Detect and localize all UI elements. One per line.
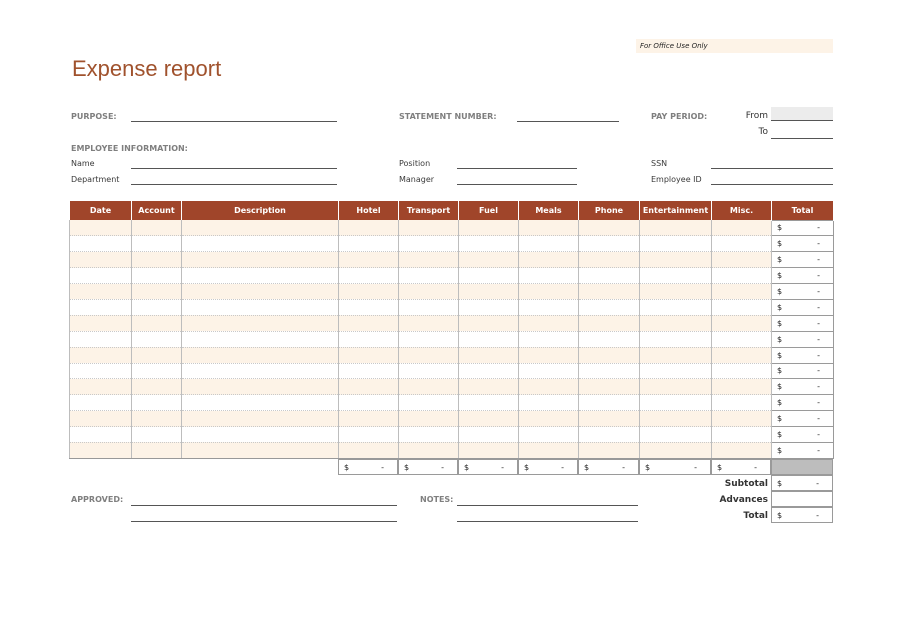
table-cell[interactable] bbox=[399, 427, 459, 443]
table-cell[interactable] bbox=[132, 411, 182, 427]
table-cell[interactable] bbox=[339, 299, 399, 315]
table-cell[interactable] bbox=[579, 379, 640, 395]
table-cell[interactable] bbox=[640, 284, 712, 300]
table-cell[interactable] bbox=[70, 284, 132, 300]
table-cell[interactable] bbox=[640, 363, 712, 379]
table-cell[interactable] bbox=[339, 315, 399, 331]
table-cell[interactable] bbox=[132, 427, 182, 443]
name-label: Name bbox=[71, 159, 95, 168]
amount-value: - bbox=[754, 463, 757, 472]
row-total-cell bbox=[772, 220, 834, 236]
table-cell[interactable] bbox=[132, 284, 182, 300]
currency-symbol: $ bbox=[584, 463, 590, 472]
table-cell[interactable] bbox=[399, 268, 459, 284]
table-cell[interactable] bbox=[640, 220, 712, 236]
amount-value: - bbox=[622, 463, 625, 472]
table-row bbox=[70, 252, 834, 268]
table-cell[interactable] bbox=[640, 299, 712, 315]
table-row bbox=[70, 379, 834, 395]
amount-value: - bbox=[817, 318, 820, 328]
column-header-entertainment: Entertainment bbox=[640, 201, 712, 220]
table-cell[interactable] bbox=[459, 299, 519, 315]
column-header-meals: Meals bbox=[519, 201, 579, 220]
table-body bbox=[70, 220, 834, 458]
table-cell[interactable] bbox=[339, 411, 399, 427]
table-cell[interactable] bbox=[339, 395, 399, 411]
table-cell[interactable] bbox=[459, 220, 519, 236]
manager-label: Manager bbox=[399, 175, 435, 184]
table-cell[interactable] bbox=[459, 331, 519, 347]
table-cell[interactable] bbox=[132, 299, 182, 315]
table-cell[interactable] bbox=[579, 395, 640, 411]
table-cell[interactable] bbox=[70, 347, 132, 363]
table-cell[interactable] bbox=[459, 379, 519, 395]
table-cell[interactable] bbox=[339, 268, 399, 284]
currency-symbol: $ bbox=[777, 287, 783, 296]
table-cell[interactable] bbox=[70, 379, 132, 395]
table-cell[interactable] bbox=[640, 411, 712, 427]
column-header-account: Account bbox=[132, 201, 182, 220]
table-cell[interactable] bbox=[519, 284, 579, 300]
table-cell[interactable] bbox=[182, 411, 339, 427]
grand-total-shaded-cell bbox=[771, 459, 833, 475]
table-cell[interactable] bbox=[132, 236, 182, 252]
row-total-cell bbox=[772, 331, 834, 347]
approved-field-1[interactable] bbox=[131, 505, 397, 506]
table-cell[interactable] bbox=[712, 395, 772, 411]
table-cell[interactable] bbox=[459, 284, 519, 300]
table-cell[interactable] bbox=[182, 331, 339, 347]
currency-symbol: $ bbox=[777, 271, 783, 281]
table-cell[interactable] bbox=[579, 299, 640, 315]
currency-symbol: $ bbox=[777, 414, 783, 424]
row-total-cell bbox=[772, 379, 834, 395]
table-header-row bbox=[70, 201, 834, 220]
table-cell[interactable] bbox=[339, 252, 399, 268]
table-cell[interactable] bbox=[579, 347, 640, 363]
office-use-box bbox=[636, 39, 833, 53]
table-cell[interactable] bbox=[579, 427, 640, 443]
table-cell[interactable] bbox=[132, 363, 182, 379]
table-cell[interactable] bbox=[579, 268, 640, 284]
table-cell[interactable] bbox=[459, 395, 519, 411]
ssn-field[interactable] bbox=[711, 168, 833, 169]
column-header-misc: Misc. bbox=[712, 201, 772, 220]
table-cell[interactable] bbox=[459, 315, 519, 331]
amount-value: - bbox=[816, 511, 819, 520]
amount-value: - bbox=[817, 414, 820, 424]
table-cell[interactable] bbox=[712, 331, 772, 347]
table-cell[interactable] bbox=[132, 395, 182, 411]
table-cell[interactable] bbox=[712, 299, 772, 315]
office-use-label: For Office Use Only bbox=[640, 42, 708, 50]
column-header-transport: Transport bbox=[399, 201, 459, 220]
page-title: Expense report bbox=[72, 56, 222, 81]
table-cell[interactable] bbox=[712, 268, 772, 284]
statement-number-label: STATEMENT NUMBER: bbox=[399, 112, 497, 121]
table-cell[interactable] bbox=[399, 284, 459, 300]
table-cell[interactable] bbox=[519, 442, 579, 458]
table-cell[interactable] bbox=[132, 315, 182, 331]
table-cell[interactable] bbox=[519, 427, 579, 443]
table-cell[interactable] bbox=[640, 236, 712, 252]
currency-symbol: $ bbox=[777, 255, 783, 265]
table-cell[interactable] bbox=[339, 442, 399, 458]
table-cell[interactable] bbox=[640, 427, 712, 443]
advances-field[interactable] bbox=[771, 491, 833, 507]
position-label: Position bbox=[399, 159, 431, 168]
table-cell[interactable] bbox=[182, 220, 339, 236]
table-cell[interactable] bbox=[339, 284, 399, 300]
table-row bbox=[70, 315, 834, 331]
table-cell[interactable] bbox=[339, 220, 399, 236]
table-cell[interactable] bbox=[182, 236, 339, 252]
table-cell[interactable] bbox=[459, 442, 519, 458]
table-cell[interactable] bbox=[70, 315, 132, 331]
notes-field-2[interactable] bbox=[457, 521, 638, 522]
name-field[interactable] bbox=[131, 168, 337, 169]
table-cell[interactable] bbox=[640, 252, 712, 268]
table-row bbox=[70, 299, 834, 315]
table-cell[interactable] bbox=[519, 299, 579, 315]
table-cell[interactable] bbox=[399, 299, 459, 315]
table-cell[interactable] bbox=[579, 220, 640, 236]
employee-id-label: Employee ID bbox=[651, 175, 702, 184]
table-cell[interactable] bbox=[712, 284, 772, 300]
row-total-cell bbox=[772, 315, 834, 331]
table-row bbox=[70, 363, 834, 379]
currency-symbol: $ bbox=[777, 334, 783, 344]
subtotal-label: Subtotal bbox=[724, 479, 768, 489]
column-header-date: Date bbox=[70, 201, 132, 220]
table-cell[interactable] bbox=[70, 331, 132, 347]
table-cell[interactable] bbox=[459, 236, 519, 252]
to-label: To bbox=[758, 127, 768, 137]
currency-symbol: $ bbox=[404, 463, 410, 472]
table-cell[interactable] bbox=[640, 268, 712, 284]
table-row bbox=[70, 268, 834, 284]
currency-symbol: $ bbox=[777, 445, 783, 455]
table-row bbox=[70, 220, 834, 236]
currency-symbol: $ bbox=[717, 463, 723, 472]
table-cell[interactable] bbox=[132, 220, 182, 236]
table-cell[interactable] bbox=[712, 379, 772, 395]
amount-value: - bbox=[817, 239, 820, 249]
table-cell[interactable] bbox=[132, 268, 182, 284]
amount-value: - bbox=[817, 287, 820, 296]
purpose-label: PURPOSE: bbox=[71, 112, 117, 121]
table-cell[interactable] bbox=[182, 315, 339, 331]
column-header-description: Description bbox=[182, 201, 339, 220]
column-total-cell bbox=[398, 459, 458, 475]
manager-field[interactable] bbox=[457, 184, 577, 185]
amount-value: - bbox=[817, 223, 820, 233]
table-cell[interactable] bbox=[519, 411, 579, 427]
ssn-label: SSN bbox=[651, 159, 668, 168]
currency-symbol: $ bbox=[524, 463, 530, 472]
to-field[interactable] bbox=[771, 138, 833, 139]
table-cell[interactable] bbox=[132, 252, 182, 268]
row-total-cell bbox=[772, 411, 834, 427]
amount-value: - bbox=[817, 302, 820, 312]
currency-symbol: $ bbox=[777, 382, 783, 392]
pay-period-label: PAY PERIOD: bbox=[651, 112, 708, 121]
amount-value: - bbox=[817, 366, 820, 376]
position-field[interactable] bbox=[457, 168, 577, 169]
approved-label: APPROVED: bbox=[71, 495, 124, 504]
table-cell[interactable] bbox=[712, 236, 772, 252]
table-cell[interactable] bbox=[640, 331, 712, 347]
table-cell[interactable] bbox=[712, 363, 772, 379]
table-cell[interactable] bbox=[712, 442, 772, 458]
row-total-cell bbox=[772, 268, 834, 284]
table-cell[interactable] bbox=[399, 331, 459, 347]
table-cell[interactable] bbox=[712, 411, 772, 427]
table-cell[interactable] bbox=[70, 427, 132, 443]
table-row bbox=[70, 284, 834, 300]
row-total-cell bbox=[772, 427, 834, 443]
column-total-cell bbox=[458, 459, 518, 475]
column-total-cell bbox=[578, 459, 639, 475]
row-total-cell bbox=[772, 395, 834, 411]
table-cell[interactable] bbox=[182, 363, 339, 379]
table-cell[interactable] bbox=[339, 347, 399, 363]
column-total-cell bbox=[518, 459, 578, 475]
department-label: Department bbox=[71, 175, 120, 184]
total-value bbox=[771, 507, 833, 523]
table-cell[interactable] bbox=[182, 299, 339, 315]
table-cell[interactable] bbox=[182, 347, 339, 363]
column-header-phone: Phone bbox=[579, 201, 640, 220]
row-total-cell bbox=[772, 252, 834, 268]
from-field[interactable] bbox=[771, 107, 833, 121]
table-row bbox=[70, 236, 834, 252]
table-cell[interactable] bbox=[640, 379, 712, 395]
currency-symbol: $ bbox=[777, 430, 783, 440]
table-row bbox=[70, 395, 834, 411]
employee-info-label: EMPLOYEE INFORMATION: bbox=[71, 144, 188, 153]
row-total-cell bbox=[772, 236, 834, 252]
currency-symbol: $ bbox=[777, 318, 783, 328]
table-cell[interactable] bbox=[519, 236, 579, 252]
table-cell[interactable] bbox=[712, 315, 772, 331]
table-cell[interactable] bbox=[579, 236, 640, 252]
table-cell[interactable] bbox=[519, 252, 579, 268]
table-cell[interactable] bbox=[182, 252, 339, 268]
row-total-cell bbox=[772, 347, 834, 363]
row-total-cell bbox=[772, 299, 834, 315]
row-total-cell bbox=[772, 363, 834, 379]
amount-value: - bbox=[817, 350, 820, 360]
table-cell[interactable] bbox=[399, 379, 459, 395]
employee-id-field[interactable] bbox=[711, 184, 833, 185]
column-header-total: Total bbox=[772, 201, 834, 220]
table-cell[interactable] bbox=[182, 268, 339, 284]
table-row bbox=[70, 331, 834, 347]
currency-symbol: $ bbox=[777, 398, 783, 408]
table-cell[interactable] bbox=[579, 442, 640, 458]
table-cell[interactable] bbox=[459, 427, 519, 443]
table-cell[interactable] bbox=[519, 268, 579, 284]
amount-value: - bbox=[817, 430, 820, 440]
table-cell[interactable] bbox=[519, 363, 579, 379]
table-cell[interactable] bbox=[132, 347, 182, 363]
table-cell[interactable] bbox=[339, 331, 399, 347]
table-cell[interactable] bbox=[519, 220, 579, 236]
column-header-hotel: Hotel bbox=[339, 201, 399, 220]
currency-symbol: $ bbox=[777, 239, 783, 249]
table-cell[interactable] bbox=[70, 236, 132, 252]
table-cell[interactable] bbox=[712, 427, 772, 443]
table-cell[interactable] bbox=[399, 411, 459, 427]
table-cell[interactable] bbox=[579, 363, 640, 379]
column-total-cell bbox=[711, 459, 771, 475]
table-cell[interactable] bbox=[132, 442, 182, 458]
table-cell[interactable] bbox=[640, 347, 712, 363]
row-total-cell bbox=[772, 442, 834, 458]
table-cell[interactable] bbox=[339, 427, 399, 443]
department-field[interactable] bbox=[131, 184, 337, 185]
amount-value: - bbox=[817, 271, 820, 281]
table-row bbox=[70, 411, 834, 427]
currency-symbol: $ bbox=[777, 366, 783, 376]
table-cell[interactable] bbox=[579, 411, 640, 427]
table-cell[interactable] bbox=[339, 363, 399, 379]
table-cell[interactable] bbox=[519, 331, 579, 347]
statement-number-field[interactable] bbox=[517, 121, 619, 122]
table-cell[interactable] bbox=[182, 442, 339, 458]
table-cell[interactable] bbox=[70, 299, 132, 315]
column-header-fuel: Fuel bbox=[459, 201, 519, 220]
table-cell[interactable] bbox=[70, 252, 132, 268]
table-cell[interactable] bbox=[579, 315, 640, 331]
table-cell[interactable] bbox=[459, 363, 519, 379]
table-cell[interactable] bbox=[459, 347, 519, 363]
amount-value: - bbox=[694, 463, 697, 472]
table-cell[interactable] bbox=[712, 252, 772, 268]
table-cell[interactable] bbox=[132, 379, 182, 395]
approved-field-2[interactable] bbox=[131, 521, 397, 522]
table-cell[interactable] bbox=[640, 315, 712, 331]
table-cell[interactable] bbox=[459, 268, 519, 284]
amount-value: - bbox=[816, 479, 819, 488]
table-cell[interactable] bbox=[519, 395, 579, 411]
table-cell[interactable] bbox=[519, 347, 579, 363]
currency-symbol: $ bbox=[777, 223, 783, 233]
table-cell[interactable] bbox=[459, 411, 519, 427]
table-cell[interactable] bbox=[579, 331, 640, 347]
column-total-cell bbox=[639, 459, 711, 475]
table-cell[interactable] bbox=[579, 252, 640, 268]
notes-label: NOTES: bbox=[420, 495, 454, 504]
column-total-cell bbox=[338, 459, 398, 475]
amount-value: - bbox=[501, 463, 504, 472]
from-label: From bbox=[745, 111, 768, 121]
table-cell[interactable] bbox=[182, 284, 339, 300]
currency-symbol: $ bbox=[344, 463, 350, 472]
amount-value: - bbox=[817, 445, 820, 455]
advances-label: Advances bbox=[719, 495, 768, 505]
table-cell[interactable] bbox=[399, 442, 459, 458]
table-cell[interactable] bbox=[399, 252, 459, 268]
table-cell[interactable] bbox=[70, 411, 132, 427]
currency-symbol: $ bbox=[777, 479, 783, 488]
currency-symbol: $ bbox=[464, 463, 470, 472]
table-cell[interactable] bbox=[399, 236, 459, 252]
table-cell[interactable] bbox=[640, 395, 712, 411]
table-cell[interactable] bbox=[459, 252, 519, 268]
currency-symbol: $ bbox=[645, 463, 651, 472]
table-cell[interactable] bbox=[399, 315, 459, 331]
amount-value: - bbox=[561, 463, 564, 472]
amount-value: - bbox=[817, 255, 820, 265]
subtotal-value bbox=[771, 475, 833, 491]
table-cell[interactable] bbox=[640, 442, 712, 458]
table-cell[interactable] bbox=[519, 379, 579, 395]
table-cell[interactable] bbox=[70, 395, 132, 411]
table-cell[interactable] bbox=[70, 442, 132, 458]
table-cell[interactable] bbox=[712, 347, 772, 363]
table-cell[interactable] bbox=[132, 331, 182, 347]
table-cell[interactable] bbox=[182, 427, 339, 443]
table-cell[interactable] bbox=[712, 220, 772, 236]
amount-value: - bbox=[441, 463, 444, 472]
currency-symbol: $ bbox=[777, 350, 783, 360]
currency-symbol: $ bbox=[777, 511, 783, 520]
table-cell[interactable] bbox=[339, 236, 399, 252]
amount-value: - bbox=[817, 334, 820, 344]
table-cell[interactable] bbox=[70, 268, 132, 284]
table-row bbox=[70, 347, 834, 363]
table-row bbox=[70, 427, 834, 443]
table-cell[interactable] bbox=[399, 347, 459, 363]
table-row bbox=[70, 442, 834, 458]
table-cell[interactable] bbox=[579, 284, 640, 300]
amount-value: - bbox=[817, 398, 820, 408]
amount-value: - bbox=[817, 382, 820, 392]
table-cell[interactable] bbox=[182, 395, 339, 411]
notes-field-1[interactable] bbox=[457, 505, 638, 506]
expense-table bbox=[69, 201, 834, 459]
currency-symbol: $ bbox=[777, 302, 783, 312]
row-total-cell bbox=[772, 284, 834, 300]
purpose-field[interactable] bbox=[131, 121, 337, 122]
table-cell[interactable] bbox=[399, 363, 459, 379]
table-cell[interactable] bbox=[70, 363, 132, 379]
total-label: Total bbox=[743, 511, 768, 521]
table-cell[interactable] bbox=[182, 379, 339, 395]
amount-value: - bbox=[381, 463, 384, 472]
table-cell[interactable] bbox=[70, 220, 132, 236]
table-cell[interactable] bbox=[399, 220, 459, 236]
table-cell[interactable] bbox=[519, 315, 579, 331]
table-cell[interactable] bbox=[339, 379, 399, 395]
table-cell[interactable] bbox=[399, 395, 459, 411]
